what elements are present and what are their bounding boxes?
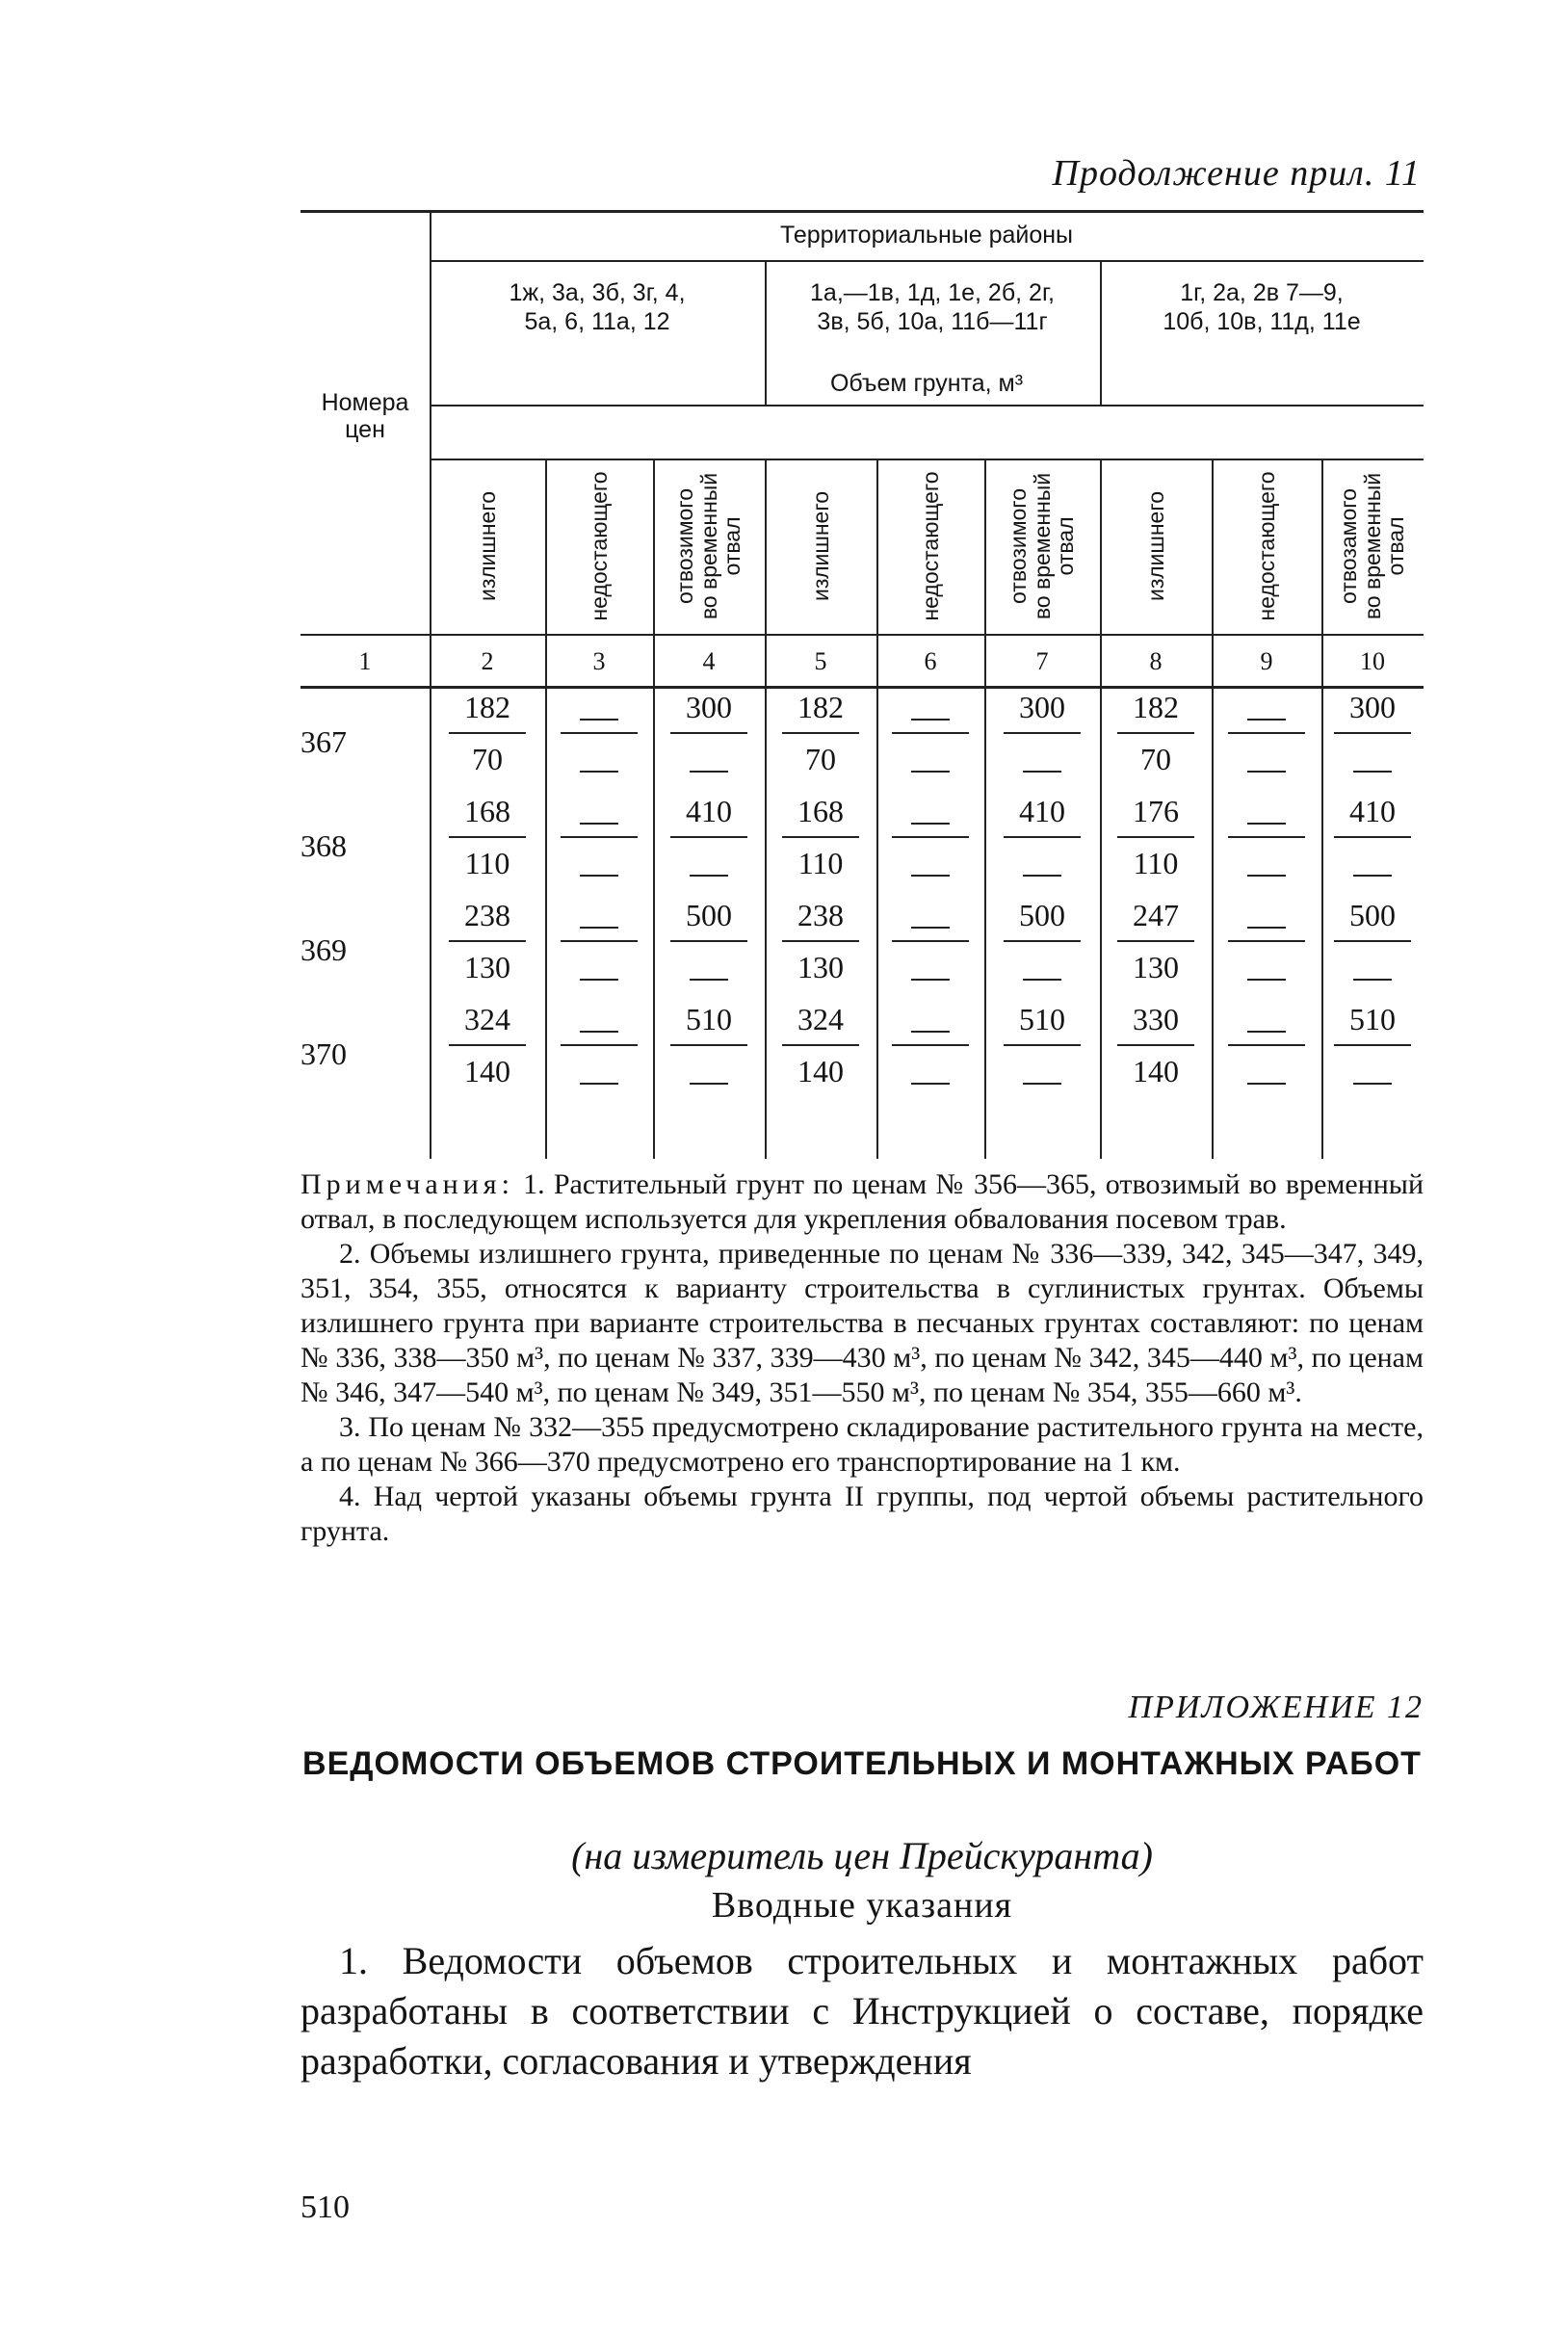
district-group-line: 10б, 10в, 11д, 11е [1163, 308, 1361, 335]
note-1 [301, 1167, 1424, 1237]
dash-mark [1247, 771, 1286, 773]
dash-mark [580, 823, 618, 825]
note-2: 2. Объемы излишнего грунта, приведенные по ценам № 336—339, 342, 345—347, 349, 351, 354, 355, относятся к варианту строительства в суглинистых грунтах. Объемы излишнего грунта при варианте строительства в песчаных грунтах составляют: по ценам № 336, 338—350 м³, по ценам № 337, 339—430 м³, по ценам № 342, 345—440 м³, по ценам № 346, 347—540 м³, по ценам № 349, 351—550 м³, по ценам № 354, 355—660 м³. [301, 1238, 1424, 1408]
page-number: 510 [301, 2189, 350, 2225]
dash-mark [580, 1083, 618, 1085]
fraction-line [449, 732, 526, 734]
col-divider [430, 210, 431, 1159]
column-label-line: отвал [1053, 516, 1079, 576]
fraction-line [1334, 836, 1411, 838]
districts-rule [430, 405, 1424, 406]
intro-title: Вводные указания [711, 1885, 1013, 1926]
column-label [876, 464, 984, 628]
value-top: 330 [1133, 1002, 1179, 1036]
note-3: 3. По ценам № 332—355 предусмотрено складирование растительного грунта на месте, а по ценам № 366—370 предусмотрено его транспортирование на 1 км. [301, 1411, 1424, 1478]
fraction-line [1117, 940, 1194, 942]
dash-mark [690, 979, 728, 981]
fraction-line [449, 1044, 526, 1046]
column-number: 6 [924, 647, 937, 675]
district-group-line: 3в, 5б, 10а, 11б—11г [817, 308, 1048, 335]
price-number: 370 [301, 1036, 347, 1071]
price-table [301, 210, 1424, 1159]
dash-mark [1353, 1083, 1392, 1085]
value-bottom: 130 [1133, 950, 1179, 984]
fraction-line [892, 836, 969, 838]
value-top: 324 [464, 1002, 510, 1036]
dash-mark [911, 979, 950, 981]
dash-mark [1353, 979, 1392, 981]
column-label-line: излишнего [474, 490, 500, 602]
column-number: 10 [1360, 647, 1385, 675]
dash-mark [1023, 771, 1061, 773]
value-top: 324 [797, 1002, 844, 1036]
column-label [1212, 464, 1321, 628]
fraction-line [561, 1044, 638, 1046]
dash-mark [911, 823, 950, 825]
district-group-line: 1а,—1в, 1д, 1е, 2б, 2г, [810, 279, 1055, 306]
price-number: 367 [301, 724, 347, 759]
dash-mark [580, 875, 618, 877]
value-top: 182 [1133, 690, 1179, 724]
column-number: 5 [814, 647, 827, 675]
dash-mark [911, 927, 950, 929]
column-label-line: отвал [719, 516, 745, 576]
value-top: 168 [464, 794, 510, 828]
fraction-line [892, 940, 969, 942]
column-number: 4 [702, 647, 716, 675]
value-top: 500 [1019, 898, 1065, 932]
appendix-label: ПРИЛОЖЕНИЕ 12 [1128, 1690, 1424, 1725]
fraction-line [892, 732, 969, 734]
value-top: 410 [1349, 794, 1396, 828]
dash-mark [911, 719, 950, 721]
territories-rule [430, 260, 1424, 262]
value-bottom: 70 [472, 742, 503, 776]
value-top: 238 [797, 898, 844, 932]
column-number: 2 [481, 647, 494, 675]
column-label-line: отвал [1383, 516, 1409, 576]
fraction-line [1334, 732, 1411, 734]
body-paragraph: 1. Ведомости объемов строительных и монтажных работ разработаны в соответствии с Инструкцией о составе, порядке разработки, согласования и утверждения [301, 1939, 1424, 2083]
fraction-line [670, 836, 747, 838]
fraction-line [1228, 732, 1305, 734]
fraction-line [1004, 1044, 1081, 1046]
dash-mark [1353, 771, 1392, 773]
fraction-line [1228, 940, 1305, 942]
district-group-line: 1ж, 3а, 3б, 3г, 4, [509, 279, 686, 306]
notes [301, 1167, 1424, 1549]
dash-mark [1247, 1083, 1286, 1085]
fraction-line [1334, 940, 1411, 942]
column-label-line: излишнего [1142, 490, 1168, 602]
value-top: 500 [686, 898, 732, 932]
district-group-line: 1г, 2а, 2в 7—9, [1180, 279, 1344, 306]
dash-mark [1247, 719, 1286, 721]
fraction-line [782, 732, 859, 734]
column-label-line: излишнего [807, 490, 833, 602]
header-row-label-2: цен [345, 416, 385, 443]
dash-mark [690, 771, 728, 773]
dash-mark [1247, 875, 1286, 877]
fraction-line [449, 940, 526, 942]
value-top: 510 [686, 1002, 732, 1036]
dash-mark [1023, 1083, 1061, 1085]
body-text [301, 1936, 1424, 2086]
dash-mark [1247, 979, 1286, 981]
column-label-line: отвозимого [671, 488, 697, 604]
value-top: 510 [1019, 1002, 1065, 1036]
fraction-line [892, 1044, 969, 1046]
value-bottom: 130 [797, 950, 844, 984]
column-label-line: во временный [1359, 472, 1385, 620]
value-top: 500 [1349, 898, 1396, 932]
column-label [1321, 464, 1424, 628]
column-label-line: отвозамого [1335, 488, 1361, 604]
value-bottom: 130 [464, 950, 510, 984]
fraction-line [1228, 836, 1305, 838]
column-label [653, 464, 765, 628]
fraction-line [1117, 732, 1194, 734]
column-label-line: недостающего [917, 471, 943, 621]
dash-mark [1023, 875, 1061, 877]
value-top: 300 [1019, 690, 1065, 724]
fraction-line [782, 940, 859, 942]
value-bottom: 140 [797, 1054, 844, 1088]
fraction-line [782, 836, 859, 838]
price-number: 369 [301, 932, 347, 967]
fraction-line [561, 836, 638, 838]
value-bottom: 110 [1133, 846, 1179, 880]
header-territories: Территориальные районы [779, 222, 1074, 249]
column-label-line: недостающего [586, 471, 612, 621]
volume-rule [430, 459, 1424, 460]
table-top-rule [301, 210, 1424, 213]
price-number: 368 [301, 828, 347, 863]
fraction-line [670, 732, 747, 734]
column-label [765, 464, 876, 628]
fraction-line [561, 940, 638, 942]
dash-mark [911, 1083, 950, 1085]
fraction-line [670, 940, 747, 942]
section-heading: ВЕДОМОСТИ ОБЪЕМОВ СТРОИТЕЛЬНЫХ И МОНТАЖНЫХ РАБОТ [302, 1745, 1422, 1782]
fraction-line [1004, 836, 1081, 838]
value-bottom: 110 [464, 846, 510, 880]
fraction-line [561, 732, 638, 734]
dash-mark [580, 719, 618, 721]
value-top: 182 [464, 690, 510, 724]
dash-mark [580, 1031, 618, 1033]
value-top: 238 [464, 898, 510, 932]
dash-mark [580, 979, 618, 981]
value-top: 300 [1349, 690, 1396, 724]
column-label [1100, 464, 1212, 628]
column-label-line: недостающего [1253, 471, 1279, 621]
fraction-line [782, 1044, 859, 1046]
value-top: 176 [1133, 794, 1179, 828]
fraction-line [1004, 940, 1081, 942]
note-1-text: 1. Растительный грунт по ценам № 356—365, отвозимый во временный отвал, в последующем используется для укрепления обвалования посевом трав. [301, 1168, 1424, 1235]
column-number: 7 [1035, 647, 1049, 675]
fraction-line [1228, 1044, 1305, 1046]
value-bottom: 70 [1140, 742, 1171, 776]
header-row-label-1: Номера [321, 389, 409, 416]
fraction-line [1117, 836, 1194, 838]
fraction-line [1334, 1044, 1411, 1046]
value-bottom: 70 [805, 742, 836, 776]
dash-mark [1247, 823, 1286, 825]
section-subheading: (на измеритель цен Прейскуранта) [571, 1834, 1153, 1877]
dash-mark [690, 875, 728, 877]
dash-mark [690, 1083, 728, 1085]
value-bottom: 110 [797, 846, 844, 880]
district-group-line: 5а, 6, 11а, 12 [524, 308, 670, 335]
dash-mark [1247, 927, 1286, 929]
dash-mark [1247, 1031, 1286, 1033]
value-top: 410 [1019, 794, 1065, 828]
running-head: Продолжение прил. 11 [1052, 153, 1421, 194]
column-number: 3 [592, 647, 606, 675]
value-top: 182 [797, 690, 844, 724]
labels-rule [301, 634, 1424, 636]
fraction-line [449, 836, 526, 838]
fraction-line [1004, 732, 1081, 734]
dash-mark [911, 875, 950, 877]
dash-mark [1023, 979, 1061, 981]
notes-label: Примечания: [301, 1168, 514, 1200]
column-label [430, 464, 545, 628]
column-label [984, 464, 1100, 628]
column-number: 1 [358, 647, 372, 675]
column-number: 8 [1149, 647, 1163, 675]
column-label-line: отвозимого [1005, 488, 1031, 604]
column-number: 9 [1260, 647, 1273, 675]
column-label-line: во временный [1029, 472, 1055, 620]
note-4: 4. Над чертой указаны объемы грунта II группы, под чертой объемы растительного грунта. [301, 1481, 1424, 1547]
fraction-line [670, 1044, 747, 1046]
value-top: 410 [686, 794, 732, 828]
dash-mark [911, 771, 950, 773]
value-top: 247 [1133, 898, 1179, 932]
value-bottom: 140 [464, 1054, 510, 1088]
value-top: 168 [797, 794, 844, 828]
column-label [545, 464, 653, 628]
dash-mark [580, 927, 618, 929]
column-label-line: во временный [695, 472, 721, 620]
value-bottom: 140 [1133, 1054, 1179, 1088]
fraction-line [1117, 1044, 1194, 1046]
value-top: 510 [1349, 1002, 1396, 1036]
header-volume: Объем грунта, м³ [829, 370, 1024, 397]
dash-mark [1353, 875, 1392, 877]
dash-mark [911, 1031, 950, 1033]
dash-mark [580, 771, 618, 773]
value-top: 300 [686, 690, 732, 724]
